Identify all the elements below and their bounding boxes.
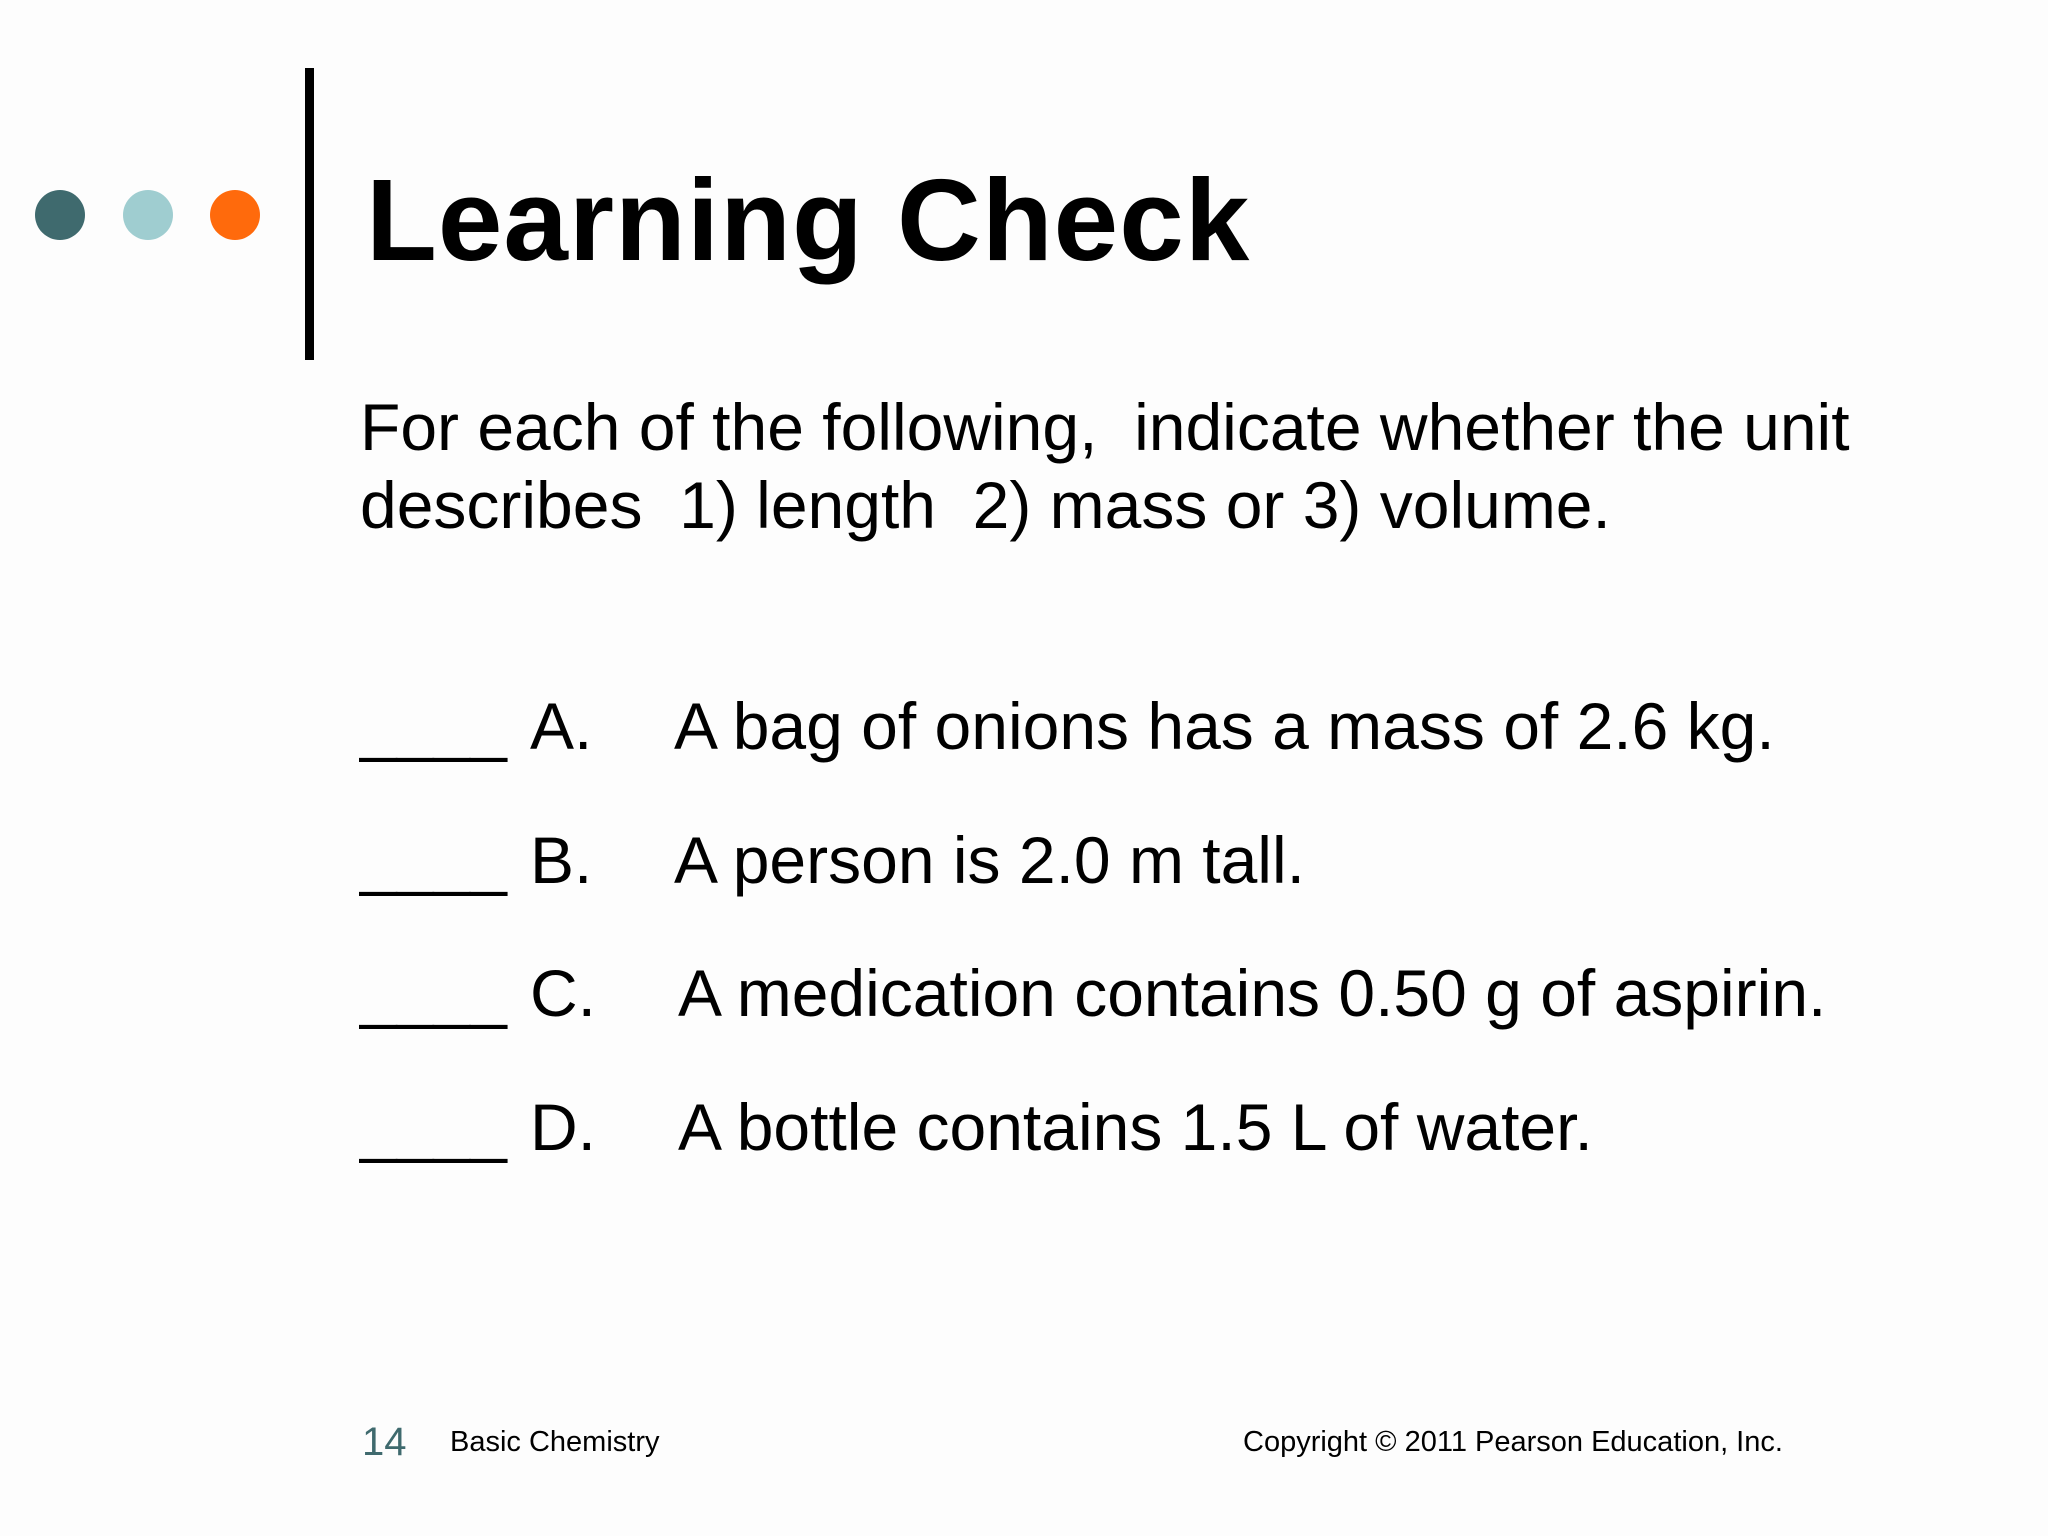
item-letter: A.: [530, 689, 593, 763]
light-teal-dot-icon: [123, 190, 173, 240]
dark-teal-dot-icon: [35, 190, 85, 240]
item-text: A person is 2.0 m tall.: [674, 823, 1305, 897]
item-letter: D.: [530, 1090, 596, 1164]
slide-title: Learning Check: [366, 155, 1251, 285]
item-letter: B.: [530, 823, 593, 897]
answer-blank: ____: [360, 1090, 507, 1164]
answer-blank: ____: [360, 823, 507, 897]
copyright-notice: Copyright © 2011 Pearson Education, Inc.: [1243, 1426, 1783, 1458]
item-text: A bag of onions has a mass of 2.6 kg.: [674, 689, 1775, 763]
title-divider: [305, 68, 314, 360]
orange-dot-icon: [210, 190, 260, 240]
answer-blank: ____: [360, 956, 507, 1030]
instructions-line-2: describes 1) length 2) mass or 3) volume.: [360, 468, 1611, 542]
answer-blank: ____: [360, 689, 507, 763]
page-number: 14: [362, 1420, 407, 1464]
instructions-line-1: For each of the following, indicate whether the unit: [360, 390, 1850, 464]
item-letter: C.: [530, 956, 596, 1030]
instructions: [360, 388, 1980, 544]
item-text: A bottle contains 1.5 L of water.: [678, 1090, 1593, 1164]
item-text: A medication contains 0.50 g of aspirin.: [678, 956, 1827, 1030]
course-name: Basic Chemistry: [450, 1426, 660, 1458]
